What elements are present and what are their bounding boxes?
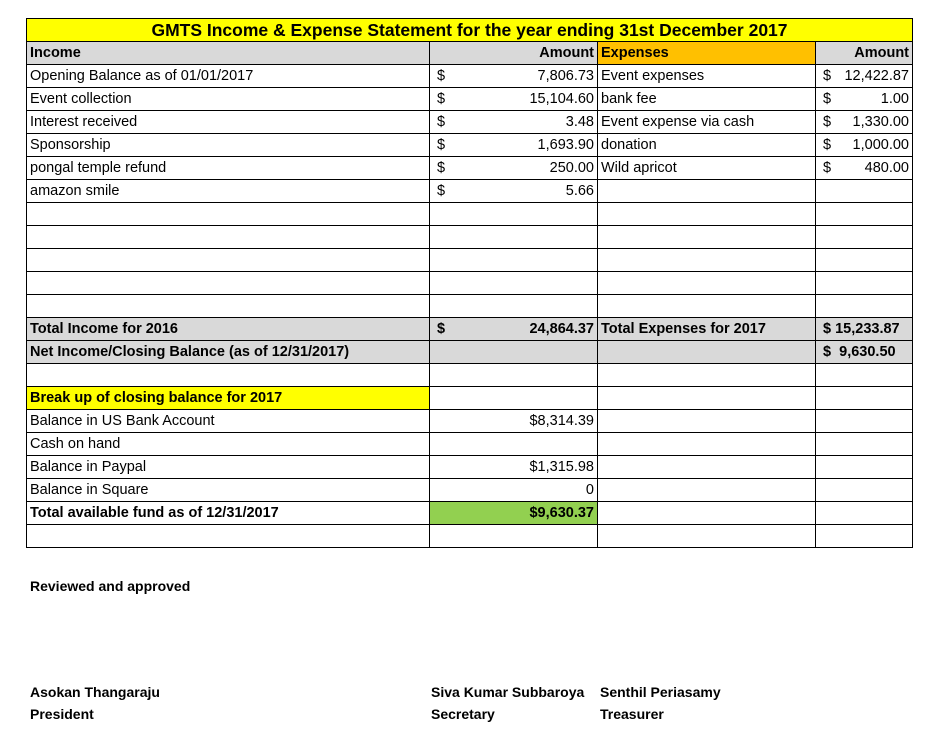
empty-cell[interactable] <box>27 525 430 548</box>
income-label-cell[interactable]: amazon smile <box>27 180 430 203</box>
empty-row <box>27 226 913 249</box>
expense-amount-value: 1.00 <box>880 91 909 107</box>
income-header[interactable]: Income <box>27 42 430 65</box>
expenses-amount-header[interactable]: Amount <box>816 42 913 65</box>
income-label-cell[interactable]: Interest received <box>27 111 430 134</box>
total-fund-label[interactable]: Total available fund as of 12/31/2017 <box>27 502 430 525</box>
empty-cell[interactable] <box>430 226 598 249</box>
total-income-amount[interactable] <box>430 318 598 341</box>
currency-symbol: $ <box>823 91 832 107</box>
empty-cell[interactable] <box>430 341 598 364</box>
total-expenses-label[interactable]: Total Expenses for 2017 <box>598 318 816 341</box>
expense-amount-value: 1,330.00 <box>852 114 909 130</box>
income-amount-cell[interactable] <box>430 111 598 134</box>
income-amount-cell[interactable] <box>430 180 598 203</box>
income-amount-cell[interactable] <box>430 88 598 111</box>
empty-cell[interactable] <box>816 295 913 318</box>
empty-cell[interactable] <box>816 249 913 272</box>
currency-symbol: $ <box>823 68 832 84</box>
empty-cell[interactable] <box>430 387 598 410</box>
empty-cell[interactable] <box>598 180 816 203</box>
currency-symbol: $ <box>437 321 446 337</box>
empty-cell[interactable] <box>816 226 913 249</box>
currency-symbol: $ <box>823 321 832 337</box>
net-income-amount[interactable] <box>816 341 913 364</box>
empty-cell[interactable] <box>816 272 913 295</box>
empty-row <box>27 295 913 318</box>
expense-amount-value: 1,000.00 <box>852 137 909 153</box>
empty-cell[interactable] <box>27 203 430 226</box>
expense-label-cell[interactable]: donation <box>598 134 816 157</box>
breakup-row <box>27 479 913 502</box>
empty-cell[interactable] <box>598 249 816 272</box>
empty-cell[interactable] <box>598 364 816 387</box>
totals-row <box>27 318 913 341</box>
empty-cell[interactable] <box>816 433 913 456</box>
expense-amount-cell[interactable] <box>816 157 913 180</box>
secretary-name: Siva Kumar Subbaroya <box>431 684 585 700</box>
breakup-amount-cell[interactable]: $8,314.39 <box>430 410 598 433</box>
empty-cell[interactable] <box>27 364 430 387</box>
empty-cell[interactable] <box>816 525 913 548</box>
empty-cell[interactable] <box>27 295 430 318</box>
expense-amount-cell[interactable] <box>816 134 913 157</box>
currency-symbol: $ <box>437 91 446 107</box>
income-amount-value: 3.48 <box>565 114 594 130</box>
expense-label-cell[interactable]: bank fee <box>598 88 816 111</box>
currency-symbol: $ <box>823 344 832 360</box>
empty-cell[interactable] <box>598 433 816 456</box>
expense-label-cell[interactable]: Event expense via cash <box>598 111 816 134</box>
table-row <box>27 88 913 111</box>
breakup-row <box>27 410 913 433</box>
empty-cell[interactable] <box>430 525 598 548</box>
currency-symbol: $ <box>437 160 446 176</box>
treasurer-name: Senthil Periasamy <box>600 684 721 700</box>
empty-cell[interactable] <box>816 502 913 525</box>
expense-amount-value: 480.00 <box>864 160 909 176</box>
breakup-header-row <box>27 387 913 410</box>
breakup-label-cell[interactable]: Balance in US Bank Account <box>27 410 430 433</box>
income-amount-header[interactable]: Amount <box>430 42 598 65</box>
currency-symbol: $ <box>437 183 446 199</box>
table-row <box>27 134 913 157</box>
empty-cell[interactable] <box>27 226 430 249</box>
empty-cell[interactable] <box>598 456 816 479</box>
empty-cell[interactable] <box>430 249 598 272</box>
empty-cell[interactable] <box>816 479 913 502</box>
empty-row <box>27 364 913 387</box>
breakup-label-cell[interactable]: Cash on hand <box>27 433 430 456</box>
empty-cell[interactable] <box>598 410 816 433</box>
expense-amount-value: 12,422.87 <box>844 68 909 84</box>
empty-cell[interactable] <box>27 272 430 295</box>
income-label-cell[interactable]: pongal temple refund <box>27 157 430 180</box>
currency-symbol: $ <box>437 68 446 84</box>
currency-symbol: $ <box>823 114 832 130</box>
empty-cell[interactable] <box>816 456 913 479</box>
income-amount-value: 5.66 <box>565 183 594 199</box>
empty-cell[interactable] <box>598 295 816 318</box>
empty-cell[interactable] <box>816 203 913 226</box>
table-row <box>27 111 913 134</box>
empty-cell[interactable] <box>816 410 913 433</box>
empty-cell[interactable] <box>598 203 816 226</box>
empty-cell[interactable] <box>598 272 816 295</box>
empty-cell[interactable] <box>430 364 598 387</box>
income-amount-value: 15,104.60 <box>529 91 594 107</box>
empty-cell[interactable] <box>430 272 598 295</box>
empty-cell[interactable] <box>430 295 598 318</box>
income-expense-table <box>26 18 913 548</box>
total-expenses-amount[interactable] <box>816 318 913 341</box>
reviewed-text: Reviewed and approved <box>30 578 191 594</box>
currency-symbol: $ <box>437 114 446 130</box>
empty-cell[interactable] <box>598 341 816 364</box>
total-fund-amount[interactable]: $9,630.37 <box>430 502 598 525</box>
empty-cell[interactable] <box>598 525 816 548</box>
currency-symbol: $ <box>823 160 832 176</box>
table-row <box>27 65 913 88</box>
income-amount-cell[interactable] <box>430 157 598 180</box>
president-role: President <box>30 706 94 722</box>
breakup-row <box>27 433 913 456</box>
breakup-label-cell[interactable]: Balance in Paypal <box>27 456 430 479</box>
total-income-label[interactable]: Total Income for 2016 <box>27 318 430 341</box>
expense-label-cell[interactable]: Wild apricot <box>598 157 816 180</box>
secretary-role: Secretary <box>431 706 495 722</box>
empty-cell[interactable] <box>816 364 913 387</box>
income-label-cell[interactable]: Opening Balance as of 01/01/2017 <box>27 65 430 88</box>
total-fund-row <box>27 502 913 525</box>
income-amount-value: 7,806.73 <box>537 68 594 84</box>
treasurer-role: Treasurer <box>600 706 664 722</box>
net-income-label[interactable]: Net Income/Closing Balance (as of 12/31/2017) <box>27 341 430 364</box>
empty-cell[interactable] <box>598 387 816 410</box>
expense-amount-cell[interactable] <box>816 65 913 88</box>
expense-amount-cell[interactable] <box>816 111 913 134</box>
currency-symbol: $ <box>823 137 832 153</box>
income-label-cell[interactable]: Sponsorship <box>27 134 430 157</box>
empty-cell[interactable] <box>816 180 913 203</box>
net-income-value: 9,630.50 <box>839 344 896 360</box>
table-row <box>27 157 913 180</box>
expenses-header[interactable]: Expenses <box>598 42 816 65</box>
empty-row <box>27 203 913 226</box>
income-label-cell[interactable]: Event collection <box>27 88 430 111</box>
table-row <box>27 180 913 203</box>
expense-label-cell[interactable]: Event expenses <box>598 65 816 88</box>
breakup-header[interactable]: Break up of closing balance for 2017 <box>27 387 430 410</box>
income-amount-cell[interactable] <box>430 65 598 88</box>
breakup-amount-cell[interactable] <box>430 433 598 456</box>
empty-cell[interactable] <box>816 387 913 410</box>
empty-cell[interactable] <box>598 226 816 249</box>
income-amount-value: 250.00 <box>549 160 594 176</box>
empty-row <box>27 272 913 295</box>
breakup-amount-cell[interactable]: 0 <box>430 479 598 502</box>
total-income-value: 24,864.37 <box>529 321 594 337</box>
total-expenses-value: 15,233.87 <box>835 321 900 337</box>
empty-row <box>27 525 913 548</box>
empty-cell[interactable] <box>430 203 598 226</box>
empty-cell[interactable] <box>27 249 430 272</box>
empty-cell[interactable] <box>598 502 816 525</box>
empty-cell[interactable] <box>598 479 816 502</box>
empty-row <box>27 249 913 272</box>
currency-symbol: $ <box>437 137 446 153</box>
president-name: Asokan Thangaraju <box>30 684 160 700</box>
breakup-label-cell[interactable]: Balance in Square <box>27 479 430 502</box>
breakup-amount-cell[interactable]: $1,315.98 <box>430 456 598 479</box>
expense-amount-cell[interactable] <box>816 88 913 111</box>
statement-title[interactable]: GMTS Income & Expense Statement for the year ending 31st December 2017 <box>27 19 913 42</box>
income-amount-value: 1,693.90 <box>537 137 594 153</box>
breakup-row <box>27 456 913 479</box>
income-amount-cell[interactable] <box>430 134 598 157</box>
net-row <box>27 341 913 364</box>
